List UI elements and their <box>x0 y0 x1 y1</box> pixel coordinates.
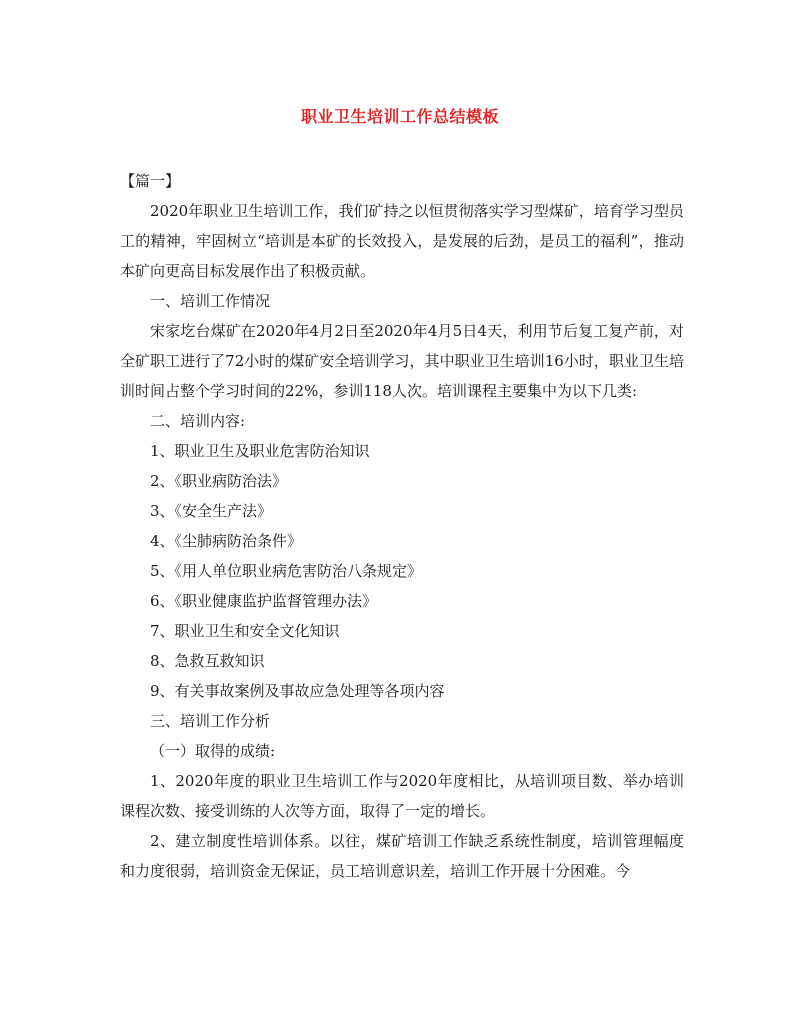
list-item: 8、急救互救知识 <box>150 652 265 670</box>
document-body <box>120 166 684 886</box>
list-item: 6、《职业健康监护监督管理办法》 <box>150 592 378 610</box>
list-item: 2、《职业病防治法》 <box>150 472 288 490</box>
heading-training-situation: 一、培训工作情况 <box>150 292 271 310</box>
list-item: 1、职业卫生及职业危害防治知识 <box>150 442 370 460</box>
heading-training-analysis: 三、培训工作分析 <box>150 712 271 730</box>
section-label: 【篇一】 <box>120 172 181 190</box>
document-title: 职业卫生培训工作总结模板 <box>300 107 499 126</box>
list-item: 5、《用人单位职业病危害防治八条规定》 <box>150 562 423 580</box>
list-item: 7、职业卫生和安全文化知识 <box>150 622 340 640</box>
subheading-achievements: （一）取得的成绩: <box>150 742 276 760</box>
list-item: 9、有关事故案例及事故应急处理等各项内容 <box>150 682 445 700</box>
intro-paragraph: 2020年职业卫生培训工作，我们矿持之以恒贯彻落实学习型煤矿，培育学习型员工的精神，牢固树立“培训是本矿的长效投入，是发展的后劲，是员工的福利”，推动本矿向更高目标发展作出了积极贡献。 <box>120 202 684 280</box>
list-item: 3、《安全生产法》 <box>150 502 273 520</box>
achievement-paragraph-1: 1、2020年度的职业卫生培训工作与2020年度相比，从培训项目数、举办培训课程次数、接受训练的人次等方面，取得了一定的增长。 <box>120 772 684 820</box>
training-situation-paragraph: 宋家圪台煤矿在2020年4月2日至2020年4月5日4天，利用节后复工复产前，对全矿职工进行了72小时的煤矿安全培训学习，其中职业卫生培训16小时，职业卫生培训时间占整个学习时间的22%，参训118人次。培训课程主要集中为以下几类: <box>120 322 684 400</box>
list-item: 4、《尘肺病防治条件》 <box>150 532 303 550</box>
achievement-paragraph-2: 2、建立制度性培训体系。以往，煤矿培训工作缺乏系统性制度，培训管理幅度和力度很弱，培训资金无保证，员工培训意识差，培训工作开展十分困难。今 <box>120 832 684 880</box>
heading-training-content: 二、培训内容: <box>150 412 246 430</box>
